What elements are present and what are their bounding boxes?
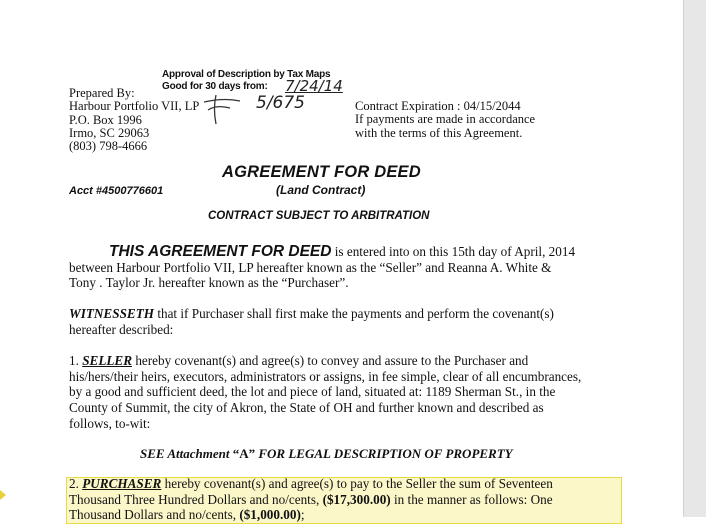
handwritten-signature-mark	[200, 92, 246, 126]
section-2-number: 2.	[69, 476, 83, 491]
document-subtitle: (Land Contract)	[276, 183, 366, 197]
section-1-label: SELLER	[82, 353, 133, 368]
highlight-marker-icon	[0, 490, 6, 500]
section-1-line-4: County of Summit, the city of Akron, the State of OH and further known and described as	[69, 400, 544, 416]
contract-expiration-line-3: with the terms of this Agreement.	[355, 125, 523, 140]
witnesseth-paragraph	[69, 306, 604, 337]
witnesseth-line-1: that if Purchaser shall first make the payments and perform the covenant(s)	[154, 306, 554, 321]
attachment-pre: SEE Attachment	[140, 446, 233, 461]
stamp-handwritten-initials: 5/675	[256, 93, 305, 113]
intro-line-1: is entered into on this 15th day of April, 2014	[331, 244, 576, 259]
section-1-number: 1.	[69, 353, 83, 368]
section-2-line-3-post: ;	[300, 507, 305, 523]
arbitration-notice: CONTRACT SUBJECT TO ARBITRATION	[208, 210, 430, 222]
stamp-handwritten-date: 7/24/14	[285, 77, 343, 95]
section-1-line-3: by a good and sufficient deed, the lot and piece of land, situated at: 1189 Sherman St., in the	[69, 384, 556, 400]
section-1-line-5: follows, to-wit:	[69, 415, 151, 431]
witnesseth-line-2: hereafter described:	[69, 321, 174, 337]
intro-paragraph	[69, 244, 604, 291]
prepared-by-city: Irmo, SC 29063	[69, 125, 150, 140]
contract-expiration-line-1: Contract Expiration : 04/15/2044	[355, 99, 521, 113]
contract-expiration-line-2: If payments are made in accordance	[355, 112, 536, 127]
prepared-by-name: Harbour Portfolio VII, LP	[69, 99, 200, 114]
section-2-down-payment: ($1,000.00)	[239, 507, 301, 523]
section-2-line-2-pre: Thousand Three Hundred Dollars and no/cents,	[69, 491, 323, 507]
document-title: AGREEMENT FOR DEED	[222, 163, 421, 181]
section-1-line-2: his/hers/their heirs, executors, administrators or assigns, in fee simple, clear of all encumbrances,	[69, 368, 582, 384]
stamp-line-1: Approval of Description by Tax Maps	[162, 69, 331, 80]
intro-line-2: between Harbour Portfolio VII, LP hereafter known as the “Seller” and Reanna A. White &	[69, 259, 552, 275]
intro-lead: THIS AGREEMENT FOR DEED	[109, 243, 332, 260]
section-2-amount: ($17,300.00)	[322, 491, 391, 507]
section-2-label: PURCHASER	[82, 476, 162, 491]
account-number: Acct #4500776601	[69, 185, 164, 197]
section-1-line-1: hereby covenant(s) and agree(s) to convey and assure to the Purchaser and	[132, 353, 529, 368]
intro-line-3: Tony . Taylor Jr. hereafter known as the “Purchaser”.	[69, 275, 349, 291]
prepared-by-phone: (803) 798-4666	[69, 139, 148, 154]
attachment-reference	[140, 446, 513, 462]
vertical-scrollbar[interactable]	[683, 0, 706, 517]
section-2-line-3-pre: Thousand Dollars and no/cents,	[69, 507, 240, 523]
prepared-by-po-box: P.O. Box 1996	[69, 112, 142, 127]
attachment-mid: “A”	[232, 446, 256, 461]
attachment-post: FOR LEGAL DESCRIPTION OF PROPERTY	[255, 446, 513, 461]
section-2-line-1: hereby covenant(s) and agree(s) to pay to the Seller the sum of Seventeen	[161, 476, 553, 491]
prepared-by-label: Prepared By:	[69, 86, 135, 100]
stamp-line-2: Good for 30 days from:	[162, 81, 268, 92]
witnesseth-lead: WITNESSETH	[69, 306, 155, 321]
section-2-line-2-post: in the manner as follows: One	[390, 491, 553, 507]
contract-expiration-block	[355, 100, 535, 140]
section-2-paragraph	[69, 476, 604, 523]
prepared-by-block	[69, 87, 199, 153]
section-1-paragraph	[69, 353, 604, 432]
